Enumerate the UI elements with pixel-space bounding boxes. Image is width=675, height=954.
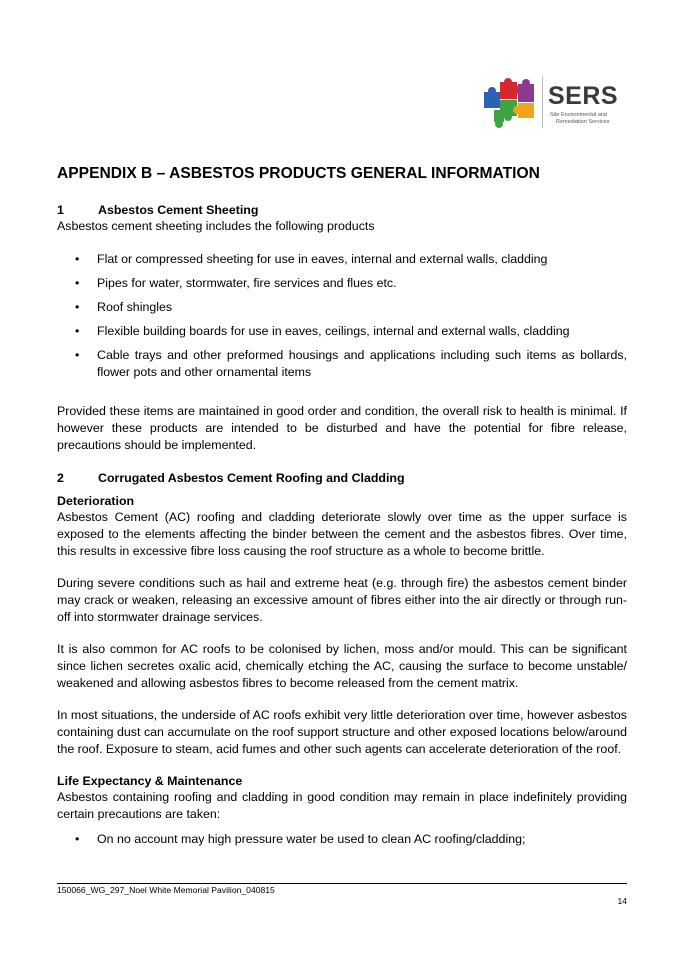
section-1-number: 1 xyxy=(57,203,64,217)
section-1-title: Asbestos Cement Sheeting xyxy=(98,203,259,217)
sers-logo xyxy=(480,74,630,134)
list-item: • Roof shingles xyxy=(57,299,627,316)
page-title: APPENDIX B – ASBESTOS PRODUCTS GENERAL INFORMATION xyxy=(57,165,540,182)
footer-divider xyxy=(57,883,627,884)
logo-divider xyxy=(542,76,543,128)
deterioration-para-4: In most situations, the underside of AC roofs exhibit very little deterioration over time, however asbestos containing dust can accumulate on the roof support structure and other exposed locations below/around the roof. Exposure to steam, acid fumes and other such agents can accelerate deterioration of the roof. xyxy=(57,708,627,757)
section-2-title: Corrugated Asbestos Cement Roofing and Cladding xyxy=(98,471,405,485)
footer-doc-reference: 150066_WG_297_Noel White Memorial Pavilion_040815 xyxy=(57,885,275,895)
logo-tagline-line2: Remediation Services xyxy=(556,119,610,125)
life-expectancy-bullet-list xyxy=(57,831,627,848)
logo-wordmark: SERS xyxy=(548,82,619,110)
section-1-bullet-list xyxy=(57,251,627,381)
logo-tagline-line1: Site Environmental and xyxy=(550,112,607,118)
deterioration-para-2: During severe conditions such as hail and extreme heat (e.g. through fire) the asbestos cement binder may crack or weaken, releasing an excessive amount of fibres either into the air directly or through run-off into stormwater drainage services. xyxy=(57,576,627,625)
section-1-closing: Provided these items are maintained in good order and condition, the overall risk to health is minimal. If however these products are intended to be disturbed and have the potential for fibre release, precautions should be implemented. xyxy=(57,404,627,453)
life-expectancy-para: Asbestos containing roofing and cladding in good condition may remain in place indefinitely providing certain precautions are taken: xyxy=(57,790,627,822)
list-item: • Pipes for water, stormwater, fire services and flues etc. xyxy=(57,275,627,292)
list-item: • Cable trays and other preformed housings and applications including such items as bollards, flower pots and other ornamental items xyxy=(57,347,627,381)
list-item: • Flat or compressed sheeting for use in eaves, internal and external walls, cladding xyxy=(57,251,627,268)
list-item: • Flexible building boards for use in eaves, ceilings, internal and external walls, cladding xyxy=(57,323,627,340)
list-item: • On no account may high pressure water be used to clean AC roofing/cladding; xyxy=(57,831,627,848)
deterioration-para-1: Asbestos Cement (AC) roofing and cladding deteriorate slowly over time as the upper surface is exposed to the elements affecting the binder between the cement and the asbestos fibres. Over time, this results in excessive fibre loss causing the roof structure as a whole to become brittle. xyxy=(57,510,627,559)
section-1-intro: Asbestos cement sheeting includes the following products xyxy=(57,219,375,233)
page-number: 14 xyxy=(617,896,627,906)
deterioration-para-3: It is also common for AC roofs to be colonised by lichen, moss and/or mould. This can be significant since lichen secretes oxalic acid, chemically etching the AC, causing the surface to become unstable/ weakened and allowing asbestos fibres to become released from the cement matrix. xyxy=(57,642,627,691)
life-expectancy-heading: Life Expectancy & Maintenance xyxy=(57,774,243,788)
puzzle-logo-icon xyxy=(480,74,538,132)
section-2-number: 2 xyxy=(57,471,64,485)
logo-tagline xyxy=(550,112,610,126)
section-2-heading xyxy=(57,470,405,486)
deterioration-heading: Deterioration xyxy=(57,494,135,508)
section-1-heading xyxy=(57,202,258,218)
